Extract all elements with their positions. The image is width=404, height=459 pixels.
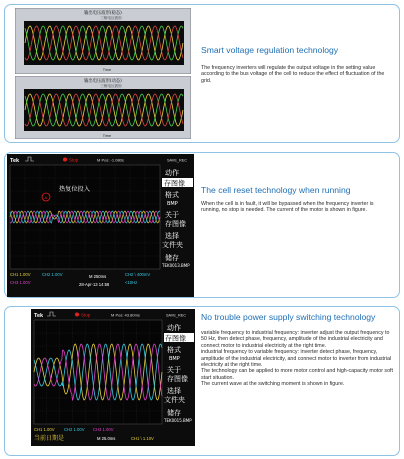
menu-filename: TEK0013.BMP <box>162 263 190 268</box>
scope-date: 28-Apr-13 14:58 <box>79 282 110 287</box>
scope-brand: Tek <box>10 158 20 164</box>
menu-folder[interactable]: 文件夹 <box>164 396 185 404</box>
body-paragraph-figure-note: The current wave at the switching moment is shown in figure. <box>201 381 345 388</box>
voltage-waveform-screen-1 <box>15 8 191 74</box>
fault-marker-label: A <box>44 195 48 200</box>
stop-indicator-icon <box>63 158 67 162</box>
screen-1-title: 输出电压波形(稳态) <box>84 11 122 16</box>
screen-1-xlabel: Time <box>102 68 112 72</box>
menu-format-value[interactable]: BMP <box>167 201 178 207</box>
oscilloscope-screen-cell-reset <box>7 154 194 297</box>
timebase: M 25.0ms <box>97 436 116 441</box>
menu-save-image-selected[interactable]: 存图像 <box>165 334 186 343</box>
stop-indicator-icon <box>75 313 79 317</box>
scope-status: Stop <box>81 312 91 318</box>
menu-folder[interactable]: 文件夹 <box>162 241 183 249</box>
menu-store: 储存 <box>167 409 181 417</box>
section-voltage-regulation <box>4 4 400 143</box>
menu-save-image[interactable]: 存图像 <box>167 375 188 383</box>
scope-save-label: SAVE_REC <box>167 158 187 163</box>
body-power-switching <box>201 330 393 388</box>
scope-mpos: M Pos: -1.080s <box>97 157 124 163</box>
menu-select: 选择 <box>167 387 181 395</box>
ch1-scale: CH1 1.00V <box>34 427 55 432</box>
menu-save-image[interactable]: 存图像 <box>165 220 186 228</box>
menu-save-image-selected[interactable]: 存图像 <box>164 179 185 188</box>
scope-status: Stop <box>69 157 79 163</box>
scope-brand: Tek <box>34 313 44 319</box>
scope-annotation: 热复位投入 <box>59 186 90 193</box>
menu-store: 储存 <box>165 254 179 262</box>
oscilloscope-screen-switching <box>31 309 195 446</box>
menu-action: 动作 <box>167 324 181 332</box>
voltage-waveform-screen-2 <box>15 76 191 139</box>
menu-format: 格式 <box>165 191 179 199</box>
ch1-scale: CH1 1.00V <box>10 272 31 277</box>
body-paragraph-if-to-vf: industrial frequency to variable frequency: inverter detect phase, frequency, amplitude of the industrial electricity, and connect motor to inverter from industrial electricity at the right time. <box>201 349 392 369</box>
ch-right-trigger: CH1 \ 1.10V <box>131 436 154 441</box>
menu-select: 选择 <box>165 232 179 240</box>
screen-1-legend: 三相电压波形 <box>100 16 122 20</box>
screen-2-xlabel: Time <box>102 134 112 138</box>
scope-annotation: 当前日期是 <box>34 435 65 442</box>
ch3-scale: CH3 1.00V <box>10 280 31 285</box>
heading-voltage-regulation: Smart voltage regulation technology <box>201 45 339 55</box>
body-voltage-regulation: The frequency inverters will regulate the output voltage in the setting value according to the bus voltage of the cell to reduce the effect of fluctuation of the grid. <box>201 65 385 84</box>
scope-save-label: SAVE_REC <box>166 313 186 318</box>
section-cell-reset <box>4 152 400 298</box>
screen-2-legend: 三相电压波形 <box>100 84 122 88</box>
heading-power-switching: No trouble power supply switching technology <box>201 312 376 322</box>
body-cell-reset: When the cell is in fault, it will be bypassed when the frequency inverter is running, no stop is needed. The current of the motor is shown in figure. <box>201 201 374 214</box>
timebase: M 250ms <box>89 274 107 279</box>
menu-about: 关于 <box>165 211 179 219</box>
ch2-scale: CH2 1.00V <box>64 427 85 432</box>
menu-format-value[interactable]: BMP <box>169 356 180 362</box>
ch-right-trigger: CH2 \ 400mV <box>125 272 151 277</box>
menu-action: 动作 <box>165 169 179 177</box>
scope-mpos: M Pos: 43.80ms <box>111 312 140 318</box>
menu-filename: TEK0015.BMP <box>164 418 192 423</box>
body-paragraph-vf-to-if: variable frequency to industrial frequency: inverter adjust the output frequency to 50 Hz, then detect phase, frequency, amplitude of the industrial electricity and connect motor to industrial electricity at the right time. <box>201 330 390 349</box>
heading-cell-reset: The cell reset technology when running <box>201 185 351 195</box>
section-power-switching <box>4 306 400 456</box>
screen-2-title: 输出电压波形(动态) <box>84 79 122 84</box>
menu-about: 关于 <box>167 366 181 374</box>
menu-format: 格式 <box>167 346 181 354</box>
ch3-scale: CH3 1.00V <box>93 427 114 432</box>
scope-frequency: <10Hz <box>125 280 138 285</box>
body-paragraph-applications: The technology can be applied to more motor control and high-capacity motor soft start situation. <box>201 368 393 381</box>
ch2-scale: CH2 1.00V <box>42 272 63 277</box>
